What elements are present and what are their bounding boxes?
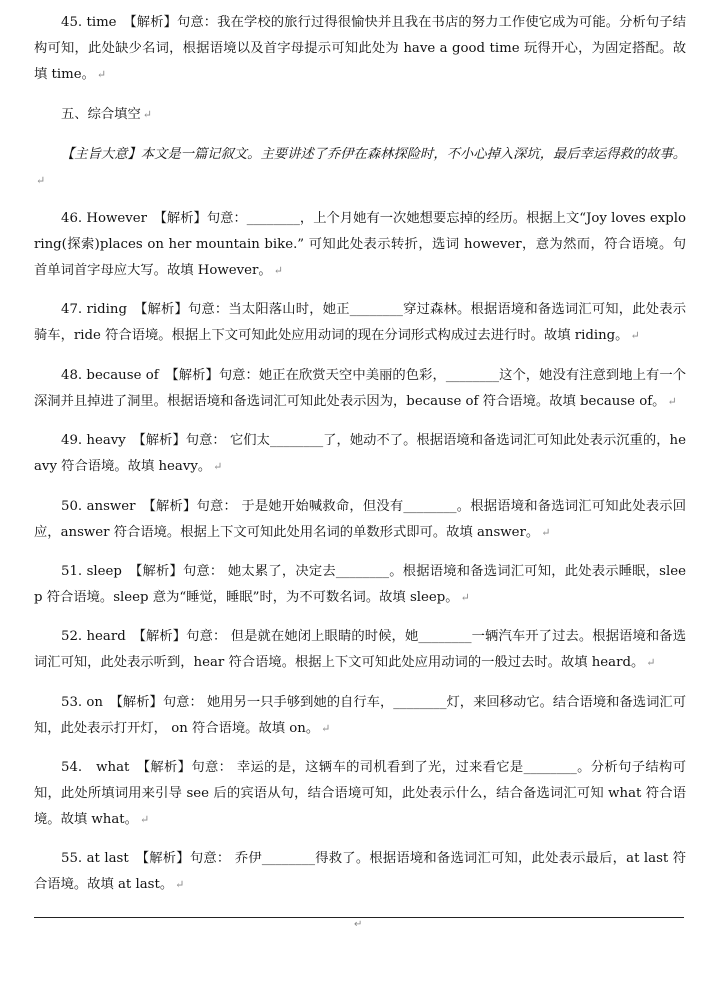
answer-55: 55. at last 【解析】句意： 乔伊________得救了。根据语境和备选词汇可知，此处表示最后，at last 符合语境。故填 at last。 ↵ — [34, 851, 686, 892]
paragraph-mark-icon: ↵ — [96, 68, 107, 81]
paragraph-mark-icon: ↵ — [142, 108, 152, 121]
answer-49: 49. heavy 【解析】句意： 它们太________了，她动不了。根据语境和备选词汇可知此处表示沉重的，heavy 符合语境。故填 heavy。 ↵ — [34, 433, 686, 474]
answer-53: 53. on 【解析】句意： 她用另一只手够到她的自行车，________灯，来回移动它。结合语境和备选词汇可知，此处表示打开灯， on 符合语境。故填 on。 ↵ — [34, 695, 686, 736]
paragraph-mark-icon: ↵ — [667, 395, 677, 408]
answer-47: 47. riding 【解析】句意：当太阳落山时，她正________穿过森林。根据语境和备选词汇可知，此处表示骑车，ride 符合语境。根据上下文可知此处应用动词的现在分词形式构成过去进行时。故填 riding。 ↵ — [34, 302, 686, 343]
footer-divider — [34, 917, 684, 918]
answer-54: 54. what 【解析】句意： 幸运的是，这辆车的司机看到了光，过来看它是________。分析句子结构可知，此处所填词用来引导 see 后的宾语从句，结合语境可知，此处表示什么，结合备选词汇可知 what 符合语境。故填 what。 ↵ — [34, 760, 686, 827]
answer-48: 48. because of 【解析】句意：她正在欣赏天空中美丽的色彩，________这个，她没有注意到地上有一个深洞并且掉进了洞里。根据语境和备选词汇可知此处表示因为，because of 符合语境。故填 because of。 ↵ — [34, 368, 686, 409]
answer-52: 52. heard 【解析】句意： 但是就在她闭上眼睛的时候，她________一辆汽车开了过去。根据语境和备选词汇可知，此处表示听到，hear 符合语境。根据上下文可知此处应用动词的一般过去时。故填 heard。 ↵ — [34, 629, 686, 670]
main-idea: 【主旨大意】本文是一篇记叙文。主要讲述了乔伊在森林探险时，不小心掉入深坑，最后幸运得救的故事。↵ — [36, 147, 686, 187]
paragraph-mark-icon: ↵ — [630, 329, 640, 342]
paragraph-mark-icon: ↵ — [460, 591, 470, 604]
paragraph-mark-icon: ↵ — [273, 264, 283, 277]
answer-46: 46. However 【解析】句意：________，上个月她有一次她想要忘掉的经历。根据上文“Joy loves exploring(探索)places on her mountain bike.” 可知此处表示转折，选词 however，意为然而，符合语境。句首单词首字母应大写。故填 However。 ↵ — [34, 211, 686, 278]
footer-paragraph-mark-icon: ↵ — [354, 919, 363, 930]
answer-51: 51. sleep 【解析】句意： 她太累了，决定去________。根据语境和备选词汇可知，此处表示睡眠，sleep 符合语境。sleep 意为“睡觉，睡眠”时，为不可数名词。故填 sleep。 ↵ — [34, 564, 686, 605]
section-heading: 五、综合填空 ↵ — [61, 107, 152, 122]
paragraph-mark-icon: ↵ — [541, 526, 551, 539]
paragraph-mark-icon: ↵ — [36, 174, 46, 187]
paragraph-mark-icon: ↵ — [321, 722, 331, 735]
paragraph-mark-icon: ↵ — [646, 656, 656, 669]
answer-45: 45. time 【解析】句意：我在学校的旅行过得很愉快并且我在书店的努力工作使它成为可能。分析句子结构可知，此处缺少名词，根据语境以及首字母提示可知此处为 have a good time 玩得开心，为固定搭配。故填 time。 ↵ — [34, 15, 686, 82]
paragraph-mark-icon: ↵ — [139, 813, 150, 826]
answer-50: 50. answer 【解析】句意： 于是她开始喊救命，但没有________。根据语境和备选词汇可知此处表示回应，answer 符合语境。根据上下文可知此处用名词的单数形式即可。故填 answer。 ↵ — [34, 499, 686, 540]
paragraph-mark-icon: ↵ — [213, 460, 223, 473]
paragraph-mark-icon: ↵ — [175, 878, 185, 891]
